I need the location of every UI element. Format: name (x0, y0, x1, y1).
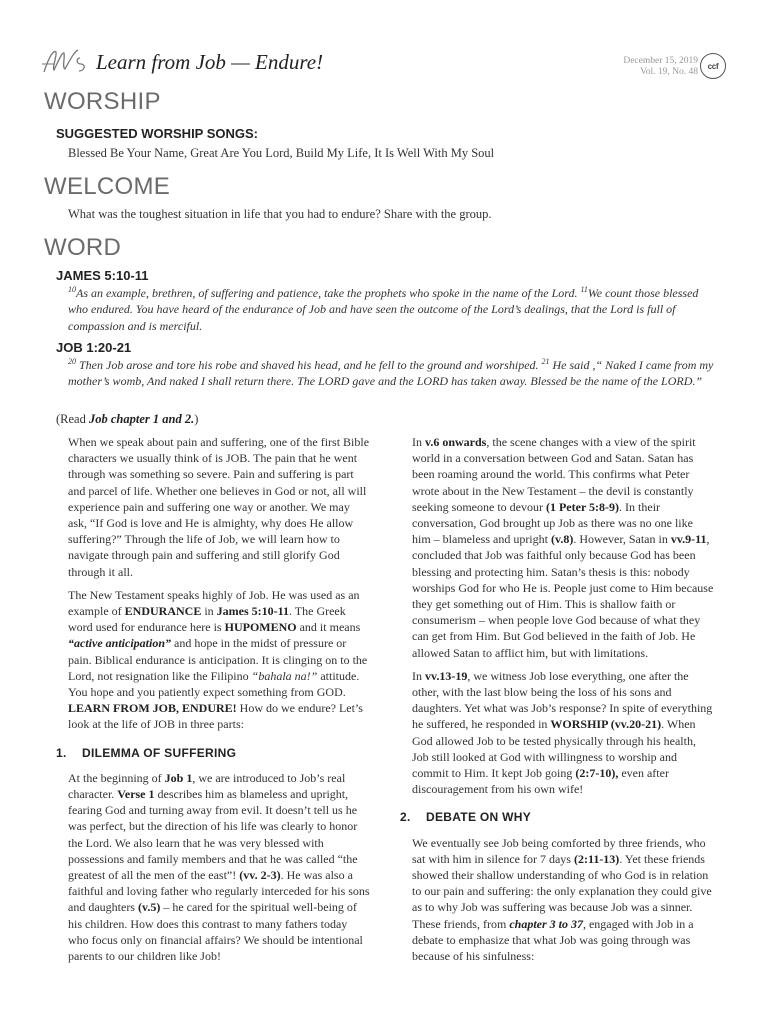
reading-instruction (56, 412, 198, 427)
welcome-heading: WELCOME (44, 173, 171, 200)
songs-subheading: SUGGESTED WORSHIP SONGS: (56, 126, 259, 141)
scripture-text-james (68, 285, 718, 334)
verse-text: He said ,“ Naked I came from my mother’s womb, And naked I shall return there. The LORD gave and the LORD has taken away. Blessed be the name of the LORD.” (68, 358, 714, 389)
right-column (400, 434, 714, 971)
verse-number: 20 (68, 357, 76, 366)
scripture-text-job (68, 357, 718, 390)
scripture-ref-job: JOB 1:20-21 (56, 340, 132, 355)
paragraph: The New Testament speaks highly of Job. He was used as an example of ENDURANCE in James 5:10-11. The Greek word used for endurance here is HUPOMENO and it means “active anticipation” and hope in the midst of pressure or pain. Biblical endurance is anticipation. It is clinging on to the Lord, not resignation like the Filipino “bahala na!” attitude. You hope and you patiently expect something from GOD. LEARN FROM JOB, ENDURE! How do we endure? Let’s look at the life of JOB in three parts: (68, 587, 368, 732)
paragraph: When we speak about pain and suffering, one of the first Bible characters we usually think of is JOB. The pain that he went through was something so severe. Pain and suffering is part and parcel of life. Whether one believes in God or not, all will experience pain and suffering one way or another. We may ask, “If God is love and He is almighty, why does He allow suffering?” Through the life of Job, we will learn how to navigate through pain and suffering and still glorify God through it all. (68, 435, 370, 579)
paragraph: At the beginning of Job 1, we are introduced to Job’s real character. Verse 1 describes him as blameless and upright, fearing God and turning away from evil. It doesn’t tell us he was perfect, but the direction of his life was clearly to honor the Lord. We also learn that he was very blessed with possessions and family members and that he was called “the greatest of all the men of the east”! (vv. 2-3). He was also a faithful and loving father who regularly interceded for his sons and daughters (v.5) – he cared for the spiritual well-being of his children. How does this contrast to many fathers today who focus only on financial affairs? We should be intentional parents to our children like Job! (68, 770, 370, 964)
songs-list: Blessed Be Your Name, Great Are You Lord, Build My Life, It Is Well With My Soul (68, 146, 495, 160)
scripture-ref-james: JAMES 5:10-11 (56, 268, 149, 283)
reading-reference: Job chapter 1 and 2. (88, 412, 195, 426)
section-heading-debate: 2. DEBATE ON WHY (400, 810, 532, 825)
ws-logo-icon (40, 44, 94, 80)
verse-text: We count those blessed who endured. You have heard of the endurance of Job and have seen the outcome of the Lord’s dealings, that the Lord is full of compassion and is merciful. (68, 286, 699, 333)
verse-text: As an example, brethren, of suffering and patience, take the prophets who spoke in the name of the Lord. (76, 286, 581, 300)
verse-number: 10 (68, 285, 76, 294)
paragraph: In vv.13-19, we witness Job lose everything, one after the other, with the last blow being the loss of his sons and daughters. Yet what was Job’s response? In spite of everything he suffered, he responded in WORSHIP (vv.20-21). When God allowed Job to be tested physically through his health, Job still looked at God with willingness to worship and commit to Him. It kept Job going (2:7-10), even after discouragement from his own wife! (412, 668, 713, 797)
worship-heading: WORSHIP (44, 88, 161, 115)
document-title: Learn from Job — Endure! (96, 50, 324, 74)
verse-number: 11 (580, 285, 588, 294)
verse-text: Then Job arose and tore his robe and shaved his head, and he fell to the ground and worshiped. (76, 358, 542, 372)
paragraph: In v.6 onwards, the scene changes with a view of the spirit world in a conversation between God and Satan. Satan has been roaming around the world. This confirms what Peter wrote about in the New Testament – the devil is constantly seeking someone to devour (1 Peter 5:8-9). In their conversation, God brought up Job as there was no one like him – blameless and upright (v.8). However, Satan in vv.9-11, concluded that Job was faithful only because God has been blessing and protecting him. Satan’s thesis is this: nobody worships God for who He is. People just come to Him because they get something out of Him. This is shallow faith or consumerism – when people love God because of what they can get from Him. But God believed in the faith of Job. He allowed Satan to afflict him, but with limitations. (412, 435, 714, 660)
issue-volume: Vol. 19, No. 48 (640, 67, 698, 77)
ccf-logo-icon: ccf (700, 53, 726, 79)
reading-text: (Read (56, 412, 89, 426)
issue-info (623, 56, 698, 78)
verse-number: 21 (541, 357, 550, 366)
left-column (56, 434, 370, 971)
section-heading-dilemma: 1. DILEMMA OF SUFFERING (56, 745, 237, 760)
paragraph: We eventually see Job being comforted by three friends, who sat with him in silence for 7 days (2:11-13). Yet these friends showed their shallow understanding of who God is in relation to our pain and suffering: the only explanation they could give as to why Job was suffering was because Job was a sinner. These friends, from chapter 3 to 37, engaged with Job in a debate to emphasize that what Job was going through was because of his sinfulness: (412, 835, 712, 964)
issue-date: December 15, 2019 (623, 56, 698, 66)
word-heading: WORD (44, 234, 122, 261)
welcome-question: What was the toughest situation in life that you had to endure? Share with the group. (68, 207, 492, 221)
reading-text: ) (194, 412, 199, 426)
